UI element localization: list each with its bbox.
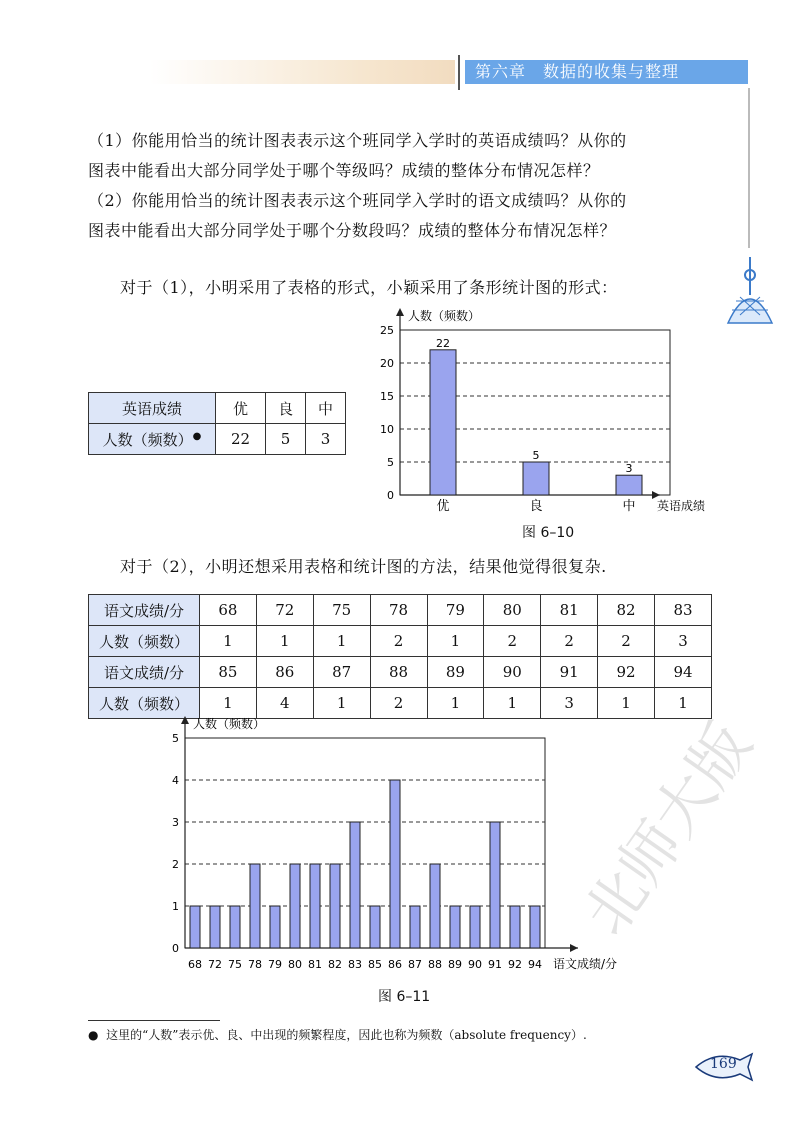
table2-count-cell: 1 [313,688,370,719]
bar [270,906,280,948]
y-axis-label: 人数（频数） [193,717,266,731]
watermark: 北师大版 [570,710,766,948]
data-label: 22 [436,336,450,350]
bar [210,906,220,948]
footnote-text: 这里的“人数”表示优、良、中出现的频繁程度，因此也称为频数（absolute frequency）. [106,1028,587,1042]
category-label: 85 [368,958,382,971]
table2-score-cell: 89 [427,657,484,688]
table2-count-cell: 1 [313,626,370,657]
question-1-line-1: （1）你能用恰当的统计图表表示这个班同学入学时的英语成绩吗？从你的 [88,131,627,150]
question-2-line-2: 图表中能看出大部分同学处于哪个分数段吗？成绩的整体分布情况怎样？ [88,221,617,240]
footnote [88,1026,587,1043]
category-label: 81 [308,958,322,971]
y-tick-label: 5 [172,732,179,745]
bar [530,906,540,948]
header-decoration [150,60,455,84]
table2-count-cell: 3 [541,688,598,719]
footnote-marker-icon: ● [192,430,202,442]
table2-count-cell: 1 [200,626,257,657]
bar [190,906,200,948]
bar [350,822,360,948]
y-tick-label: 15 [380,390,394,403]
bar [523,462,549,495]
category-label: 72 [208,958,222,971]
table2-count-label: 人数（频数） [89,626,200,657]
figure-caption-6-11: 图 6–11 [378,989,431,1005]
category-label: 86 [388,958,402,971]
table1-grade: 良 [266,393,306,424]
table2-score-cell: 75 [313,595,370,626]
table2-count-cell: 3 [655,626,712,657]
bar [310,864,320,948]
table2-count-cell: 1 [484,688,541,719]
bar [230,906,240,948]
page-number: 169 [710,1056,737,1072]
bar [430,864,440,948]
table2-score-cell: 86 [256,657,313,688]
table2-score-cell: 82 [598,595,655,626]
footnote-divider [88,1020,220,1021]
bar [390,780,400,948]
table1-count: 3 [306,424,346,455]
table2-count-cell: 1 [256,626,313,657]
data-label: 5 [532,449,540,462]
table2-score-cell: 81 [541,595,598,626]
table2-score-label: 语文成绩/分 [89,595,200,626]
x-axis-label: 语文成绩/分 [553,957,618,971]
category-label: 79 [268,958,282,971]
figure-caption-6-10: 图 6–10 [522,525,575,541]
category-label: 87 [408,958,422,971]
category-label: 良 [529,499,543,514]
table1-count: 22 [216,424,266,455]
english-bar-chart [360,300,740,518]
y-axis-arrow [181,716,189,724]
bar [290,864,300,948]
footnote-marker-icon: ● [88,1028,99,1042]
category-label: 78 [248,958,262,971]
y-tick-label: 0 [172,942,179,955]
data-label: 3 [625,462,633,476]
table2-score-cell: 92 [598,657,655,688]
table2-score-cell: 94 [655,657,712,688]
table2-score-cell: 85 [200,657,257,688]
chapter-header [465,60,748,84]
header-divider [458,55,460,90]
question-1-line-2: 图表中能看出大部分同学处于哪个等级吗？成绩的整体分布情况怎样？ [88,161,600,180]
chinese-bar-chart [150,705,640,975]
category-label: 91 [488,958,502,971]
y-axis-arrow [396,308,404,316]
y-tick-label: 20 [380,357,394,370]
y-tick-label: 10 [380,423,394,436]
x-axis-arrow [652,491,660,499]
bar [250,864,260,948]
category-label: 94 [528,958,542,971]
category-label: 68 [188,958,202,971]
table2-score-cell: 91 [541,657,598,688]
bar [450,906,460,948]
category-label: 82 [328,958,342,971]
table2-score-cell: 80 [484,595,541,626]
table1-count: 5 [266,424,306,455]
bar [410,906,420,948]
y-tick-label: 5 [387,456,394,469]
category-label: 优 [436,499,450,514]
y-tick-label: 25 [380,324,394,337]
bar [470,906,480,948]
table2-count-cell: 1 [200,688,257,719]
category-label: 92 [508,958,522,971]
y-tick-label: 3 [172,816,179,829]
table2-score-cell: 72 [256,595,313,626]
table1-grade: 优 [216,393,266,424]
intro-paragraph-2: 对于（2），小明还想采用表格和统计图的方法，结果他觉得很复杂. [120,557,607,576]
category-label: 75 [228,958,242,971]
table2-count-cell: 2 [484,626,541,657]
table2-count-cell: 1 [427,688,484,719]
chapter-title: 第六章 数据的收集与整理 [475,62,680,81]
bar [510,906,520,948]
y-axis-label: 人数（频数） [408,309,481,323]
y-tick-label: 0 [387,489,394,502]
table2-count-cell: 1 [427,626,484,657]
table2-count-cell: 1 [655,688,712,719]
table2-count-cell: 2 [370,688,427,719]
category-label: 80 [288,958,302,971]
english-grade-table [88,392,346,455]
table2-count-cell: 4 [256,688,313,719]
margin-rule [748,88,750,248]
category-label: 中 [622,499,636,514]
bar [330,864,340,948]
y-tick-label: 2 [172,858,179,871]
category-label: 90 [468,958,482,971]
bar [430,350,456,495]
table1-row-label [89,424,216,455]
bar [616,475,642,495]
bar [370,906,380,948]
table1-header-label: 英语成绩 [89,393,216,424]
table2-count-cell: 2 [541,626,598,657]
table2-count-cell: 1 [598,688,655,719]
table2-score-cell: 87 [313,657,370,688]
x-axis-arrow [570,944,578,952]
category-label: 89 [448,958,462,971]
table2-score-cell: 78 [370,595,427,626]
chinese-score-table [88,594,712,719]
bar [490,822,500,948]
table2-score-cell: 83 [655,595,712,626]
table2-count-label: 人数（频数） [89,688,200,719]
table2-score-label: 语文成绩/分 [89,657,200,688]
table2-count-cell: 2 [598,626,655,657]
table1-row-label-text: 人数（频数） [102,430,193,449]
x-axis-label: 英语成绩 [657,499,706,513]
table2-count-cell: 2 [370,626,427,657]
category-label: 88 [428,958,442,971]
table1-grade: 中 [306,393,346,424]
y-tick-label: 1 [172,900,179,913]
intro-paragraph-1: 对于（1），小明采用了表格的形式，小颖采用了条形统计图的形式： [120,278,618,297]
question-2-line-1: （2）你能用恰当的统计图表表示这个班同学入学时的语文成绩吗？从你的 [88,191,627,210]
table2-score-cell: 79 [427,595,484,626]
table2-score-cell: 68 [200,595,257,626]
table2-score-cell: 88 [370,657,427,688]
category-label: 83 [348,958,362,971]
y-tick-label: 4 [172,774,179,787]
table2-score-cell: 90 [484,657,541,688]
